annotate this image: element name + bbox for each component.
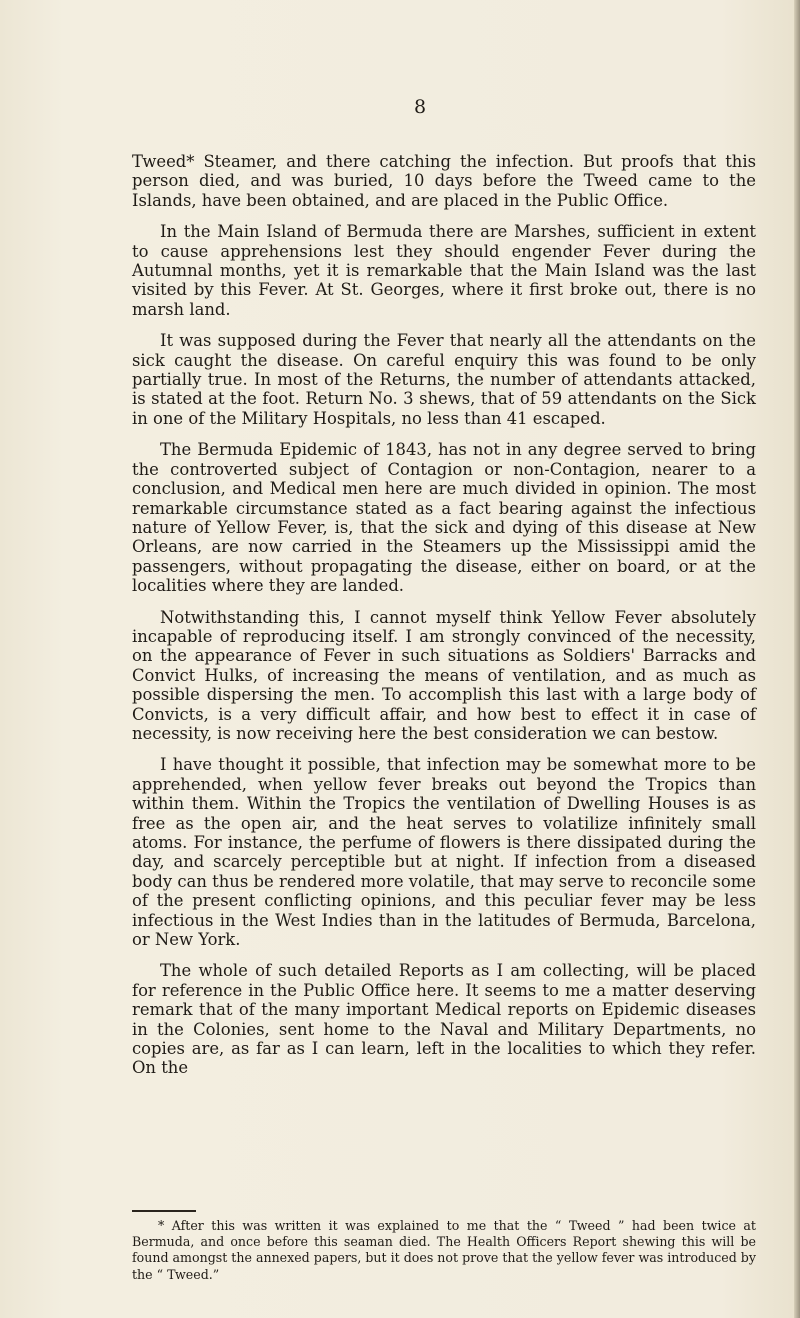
paragraph-5: Notwithstanding this, I cannot myself think Yellow Fever absolutely incapable of reproducing itself. I am strongly convinced of the necessity, on the appearance of Fever in such situations as Soldiers' Barracks and Convict Hulks, of increasing the means of ventilation, and as much as possible dispersing the men. To accomplish this last with a large body of Convicts, is a very difficult affair, and how best to effect it in case of necessity, is now receiving here the best consideration we can bestow. <box>132 607 756 743</box>
page-edge <box>794 0 800 1318</box>
paragraph-6: I have thought it possible, that infection may be somewhat more to be apprehended, when yellow fever breaks out beyond the Tropics than within them. Within the Tropics the ventilation of Dwelling Houses is as free as the open air, and the heat serves to volatilize infinitely small atoms. For instance, the perfume of flowers is there dissipated during the day, and scarcely perceptible but at night. If infection from a diseased body can thus be rendered more volatile, that may serve to reconcile some of the present conflicting opinions, and this peculiar fever may be less infectious in the West Indies than in the latitudes of Bermuda, Barcelona, or New York. <box>132 755 756 950</box>
footnote-rule <box>132 1210 196 1212</box>
paragraph-4: The Bermuda Epidemic of 1843, has not in any degree served to bring the controverted subject of Contagion or non-Contagion, nearer to a conclusion, and Medical men here are much divided in opinion. The most remarkable circumstance stated as a fact bearing against the infectious nature of Yellow Fever, is, that the sick and dying of this disease at New Orleans, are now carried in the Steamers up the Mississippi amid the passengers, without propagating the disease, either on board, or at the localities where they are landed. <box>132 440 756 596</box>
body-text <box>132 152 756 1090</box>
page-number: 8 <box>413 96 427 118</box>
paragraph-7: The whole of such detailed Reports as I am collecting, will be placed for reference in the Public Office here. It seems to me a matter deserving remark that of the many important Medical reports on Epidemic diseases in the Colonies, sent home to the Naval and Military Departments, no copies are, as far as I can learn, left in the localities to which they refer. On the <box>132 961 756 1078</box>
paragraph-3: It was supposed during the Fever that nearly all the attendants on the sick caught the disease. On careful enquiry this was found to be only partially true. In most of the Returns, the number of attendants attacked, is stated at the foot. Return No. 3 shews, that of 59 attendants on the Sick in one of the Military Hospitals, no less than 41 escaped. <box>132 331 756 428</box>
paragraph-2: In the Main Island of Bermuda there are Marshes, sufficient in extent to cause apprehensions lest they should engender Fever during the Autumnal months, yet it is remarkable that the Main Island was the last visited by this Fever. At St. Georges, where it first broke out, there is no marsh land. <box>132 222 756 319</box>
footnote: * After this was written it was explained to me that the “ Tweed ” had been twice at Bermuda, and once before this seaman died. The Health Officers Report shewing this will be found amongst the annexed papers, but it does not prove that the yellow fever was introduced by the “ Tweed.” <box>132 1218 756 1282</box>
paragraph-1: Tweed* Steamer, and there catching the infection. But proofs that this person died, and was buried, 10 days before the Tweed came to the Islands, have been obtained, and are placed in the Public Office. <box>132 152 756 210</box>
